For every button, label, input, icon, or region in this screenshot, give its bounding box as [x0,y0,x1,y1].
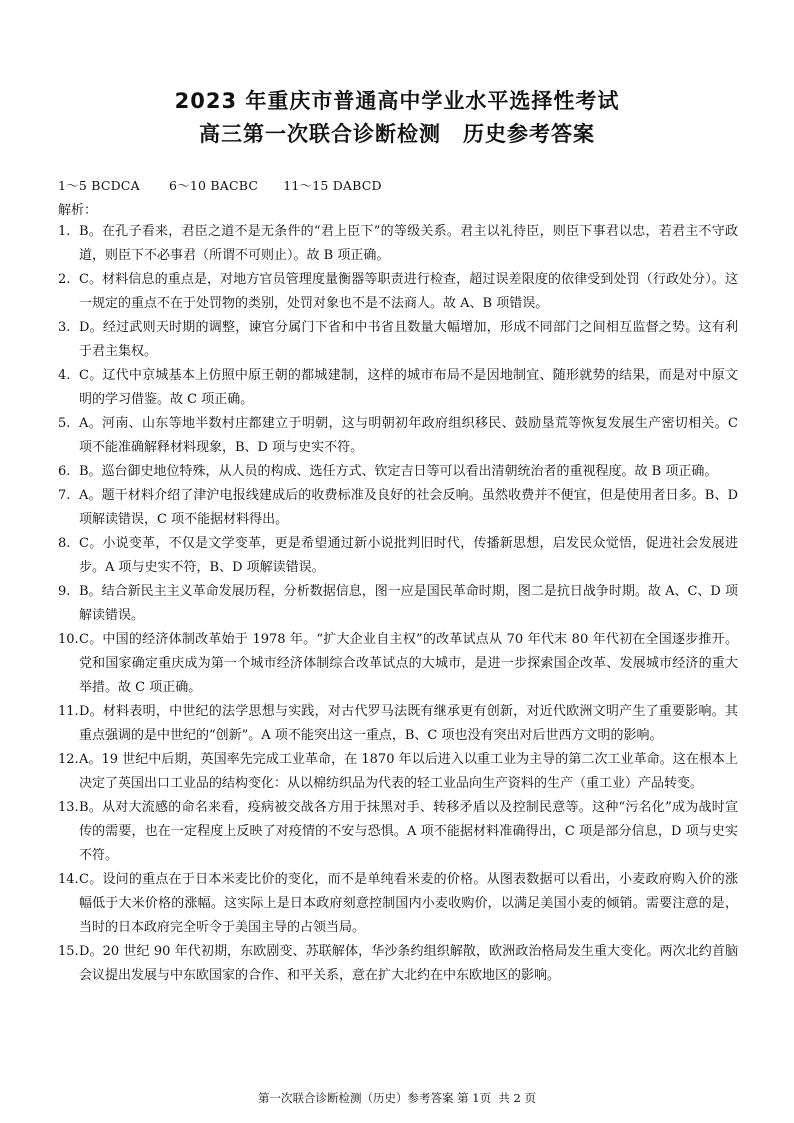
item-number: 6. [58,464,71,479]
item-text: B。巡台御史地位特殊，从人员的构成、选任方式、钦定吉日等可以看出清朝统治者的重视程度。故 B 项正确。 [79,464,718,479]
item-number: 8. [58,536,71,551]
item-number: 4. [58,368,71,383]
item-number: 5. [58,416,71,431]
analysis-item [58,700,738,748]
item-text: D。20 世纪 90 年代初期，东欧剧变、苏联解体，华沙条约组织解散，欧洲政治格局发生重大变化。两次北约首脑会议提出发展与中东欧国家的合作、和平关系，意在扩大北约在中东欧地区的影响。 [79,944,738,983]
item-number: 2. [58,272,71,287]
item-number: 13. [58,800,79,815]
item-text: A。19 世纪中后期，英国率先完成工业革命，在 1870 年以后进入以重工业为主导的第二次工业革命。这在根本上决定了英国出口工业品的结构变化：从以棉纺织品为代表的轻工业品向生产资料的生产（重工业）产品转变。 [79,752,738,791]
analysis-item [58,748,738,796]
item-number: 9. [58,584,71,599]
item-text: A。题干材料介绍了津沪电报线建成后的收费标准及良好的社会反响。虽然收费并不便宜，但是使用者日多。B、D 项解读错误，C 项不能据材料得出。 [79,488,738,527]
analysis-item [58,364,738,412]
summary-answers-2: BACBC [210,178,259,193]
item-text: C。材料信息的重点是，对地方官员管理度量衡器等职责进行检查，超过误差限度的依律受到处罚（行政处分）。这一规定的重点不在于处罚物的类别，处罚对象也不是不法商人。故 A、B 项错误。 [79,272,738,311]
item-number: 10. [58,632,79,647]
analysis-item [58,940,738,988]
analysis-item [58,628,738,700]
analysis-list [58,220,738,988]
item-text: B。结合新民主主义革命发展历程，分析数据信息，图一应是国民革命时期，图二是抗日战争时期。故 A、C、D 项解读错误。 [79,584,738,623]
item-number: 15. [58,944,79,959]
summary-answers-3: DABCD [332,178,382,193]
item-number: 12. [58,752,79,767]
item-number: 14. [58,872,79,887]
analysis-item [58,412,738,460]
analysis-item [58,268,738,316]
page-footer [0,1090,794,1106]
analysis-item [58,460,738,484]
item-text: C。设问的重点在于日本米麦比价的变化，而不是单纯看米麦的价格。从图表数据可以看出，小麦政府购入价的涨幅低于大米价格的涨幅。这实际上是日本政府刻意控制国内小麦收购价，以满足美国小麦的倾销。需要注意的是，当时的日本政府完全听令于美国主导的占领当局。 [79,872,738,935]
summary-range-3: 11～15 [283,178,329,193]
analysis-item [58,796,738,868]
item-text: A。河南、山东等地半数村庄都建立于明朝，这与明朝初年政府组织移民、鼓励垦荒等恢复发展生产密切相关。C 项不能准确解释材料现象，B、D 项与史实不符。 [79,416,738,455]
analysis-item [58,220,738,268]
answer-summary [58,176,382,194]
item-number: 1. [58,224,71,239]
item-text: C。辽代中京城基本上仿照中原王朝的都城建制，这样的城市布局不是因地制宜、随形就势的结果，而是对中原文明的学习借鉴。故 C 项正确。 [79,368,738,407]
item-text: D。材料表明，中世纪的法学思想与实践，对古代罗马法既有继承更有创新，对近代欧洲文明产生了重要影响。其重点强调的是中世纪的“创新”。A 项不能突出这一重点，B、C 项也没有突出对后世西方文明的影响。 [79,704,738,743]
footer-doc-label: 第一次联合诊断检测（历史）参考答案 [257,1091,454,1105]
analysis-label: 解析： [58,203,98,218]
footer-page-number: 第 1页 [457,1091,492,1105]
item-text: B。在孔子看来，君臣之道不是无条件的“君上臣下”的等级关系。君主以礼待臣，则臣下事君以忠，若君主不守政道，则臣下不必事君（所谓不可则止）。故 B 项正确。 [79,224,738,263]
item-text: D。经过武则天时期的调整，谏官分属门下省和中书省且数量大幅增加，形成不同部门之间相互监督之势。这有利于君主集权。 [79,320,738,359]
analysis-item [58,580,738,628]
item-number: 11. [58,704,79,719]
summary-range-1: 1～5 [58,178,88,193]
summary-range-2: 6～10 [169,178,207,193]
analysis-item [58,532,738,580]
item-number: 7. [58,488,71,503]
item-number: 3. [58,320,71,335]
item-text: C。小说变革，不仅是文学变革，更是希望通过新小说批判旧时代，传播新思想，启发民众觉悟，促进社会发展进步。A 项与史实不符，B、D 项解读错误。 [79,536,738,575]
item-text: B。从对大流感的命名来看，疫病被交战各方用于抹黑对手、转移矛盾以及控制民意等。这种“污名化”成为战时宣传的需要，也在一定程度上反映了对疫情的不安与恐惧。A 项不能据材料准确得出，C 项是部分信息，D 项与史实不符。 [79,800,738,863]
analysis-item [58,868,738,940]
summary-answers-1: BCDCA [91,178,140,193]
footer-total-pages: 共 2 页 [498,1091,537,1105]
page-title-line1: 2023 年重庆市普通高中学业水平选择性考试 [174,89,620,113]
item-text: C。中国的经济体制改革始于 1978 年。“扩大企业自主权”的改革试点从 70 年代末 80 年代初在全国逐步推开。党和国家确定重庆成为第一个城市经济体制综合改革试点的大城市，是进一步探索国企改革、发展城市经济的重大举措。故 C 项正确。 [79,632,738,695]
page-title-line2: 高三第一次联合诊断检测 历史参考答案 [199,122,595,146]
analysis-item [58,316,738,364]
analysis-item [58,484,738,532]
